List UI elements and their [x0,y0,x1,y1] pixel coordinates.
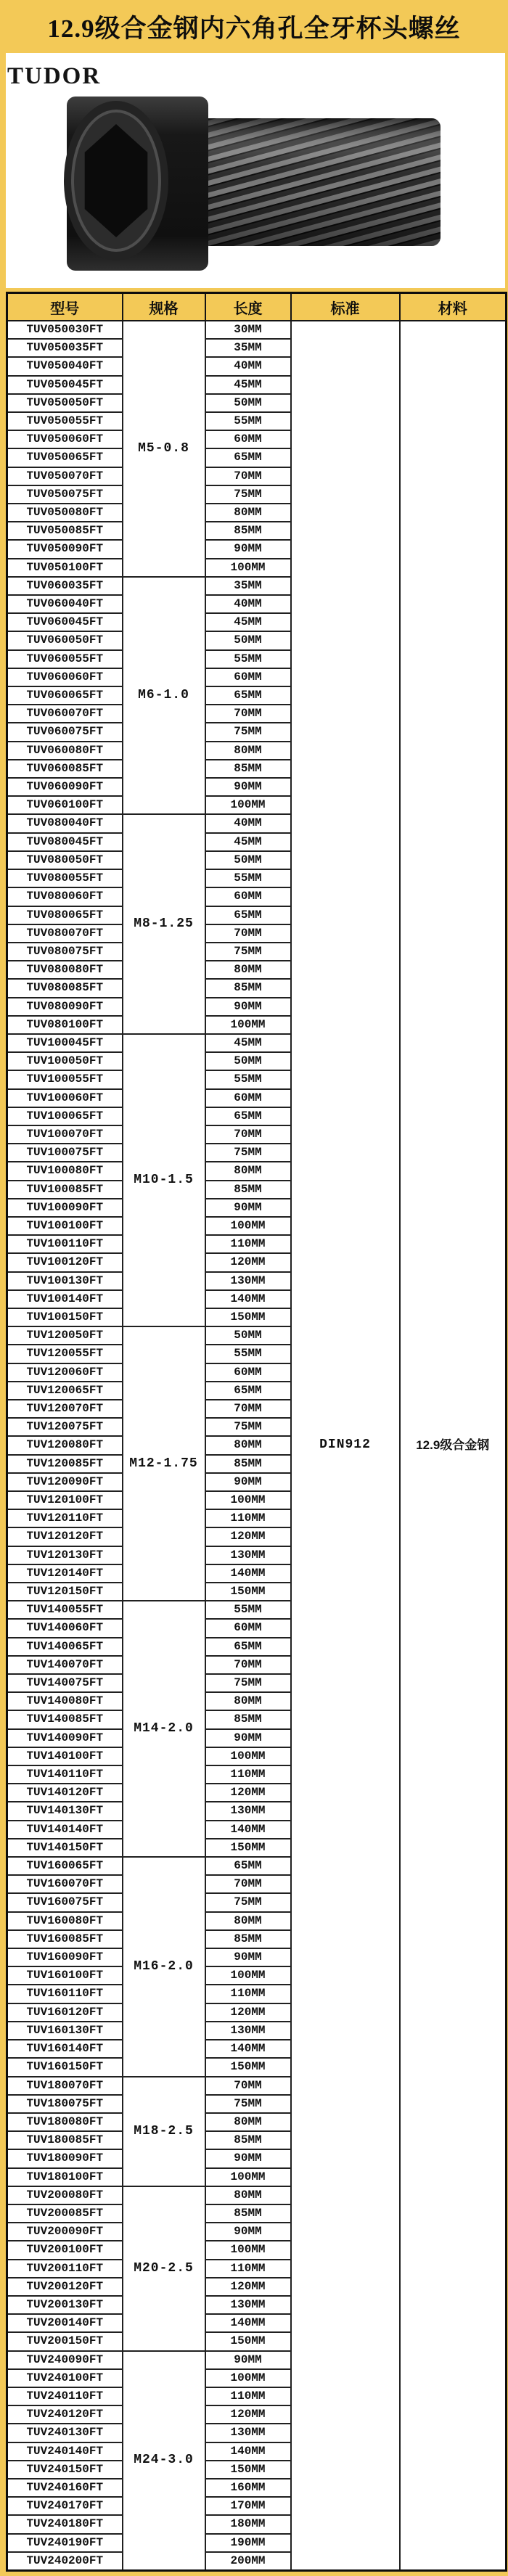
model-cell: TUV140140FT [7,1821,123,1839]
length-cell: 80MM [205,1692,291,1710]
model-cell: TUV240110FT [7,2387,123,2405]
product-panel [6,53,505,288]
length-cell: 110MM [205,1509,291,1527]
length-cell: 100MM [205,2369,291,2387]
length-cell: 60MM [205,430,291,448]
length-cell: 45MM [205,1034,291,1052]
length-cell: 130MM [205,1802,291,1820]
length-cell: 85MM [205,1181,291,1199]
length-cell: 80MM [205,1436,291,1454]
length-cell: 150MM [205,2461,291,2479]
length-cell: 85MM [205,760,291,778]
model-cell: TUV050075FT [7,485,123,504]
model-cell: TUV160150FT [7,2058,123,2076]
length-cell: 40MM [205,595,291,613]
model-cell: TUV200140FT [7,2314,123,2332]
length-cell: 65MM [205,448,291,467]
model-cell: TUV160080FT [7,1912,123,1930]
model-cell: TUV120150FT [7,1583,123,1601]
length-cell: 55MM [205,1345,291,1363]
brand-logo: TUDOR [7,63,102,89]
model-cell: TUV100050FT [7,1052,123,1070]
length-cell: 130MM [205,1546,291,1564]
model-cell: TUV240150FT [7,2461,123,2479]
model-cell: TUV050090FT [7,540,123,558]
length-cell: 150MM [205,2332,291,2350]
model-cell: TUV080090FT [7,998,123,1016]
model-cell: TUV060065FT [7,686,123,705]
model-cell: TUV100045FT [7,1034,123,1052]
length-cell: 65MM [205,1638,291,1656]
length-cell: 50MM [205,851,291,869]
model-cell: TUV060040FT [7,595,123,613]
length-cell: 90MM [205,2149,291,2167]
length-cell: 130MM [205,2424,291,2442]
length-cell: 120MM [205,2003,291,2022]
model-cell: TUV160110FT [7,1985,123,2003]
table-row [7,321,507,339]
product-image-wrapper [6,92,505,275]
model-cell: TUV140070FT [7,1656,123,1674]
length-cell: 30MM [205,321,291,339]
model-cell: TUV080060FT [7,887,123,906]
model-cell: TUV160075FT [7,1893,123,1911]
length-cell: 55MM [205,1601,291,1619]
model-cell: TUV240160FT [7,2479,123,2497]
length-cell: 100MM [205,2241,291,2259]
model-cell: TUV180085FT [7,2131,123,2149]
model-cell: TUV080100FT [7,1016,123,1034]
length-cell: 120MM [205,1784,291,1802]
length-cell: 60MM [205,887,291,906]
length-cell: 75MM [205,2095,291,2113]
model-cell: TUV050035FT [7,339,123,357]
length-cell: 50MM [205,394,291,412]
length-cell: 190MM [205,2534,291,2552]
model-cell: TUV120130FT [7,1546,123,1564]
length-cell: 55MM [205,1070,291,1088]
model-cell: TUV120055FT [7,1345,123,1363]
model-cell: TUV120140FT [7,1564,123,1583]
length-cell: 140MM [205,2314,291,2332]
length-cell: 90MM [205,1948,291,1966]
spec-table [6,292,507,2572]
length-cell: 85MM [205,2131,291,2149]
model-cell: TUV050085FT [7,522,123,540]
spec-cell: M20-2.5 [123,2186,205,2351]
length-cell: 100MM [205,1966,291,1985]
length-cell: 60MM [205,668,291,686]
model-cell: TUV060045FT [7,613,123,631]
model-cell: TUV240180FT [7,2515,123,2533]
length-cell: 65MM [205,1857,291,1875]
length-cell: 75MM [205,723,291,741]
model-cell: TUV200100FT [7,2241,123,2259]
model-cell: TUV060100FT [7,796,123,814]
model-cell: TUV100110FT [7,1235,123,1253]
length-cell: 35MM [205,339,291,357]
model-cell: TUV180090FT [7,2149,123,2167]
length-cell: 70MM [205,1656,291,1674]
model-cell: TUV120075FT [7,1418,123,1436]
length-cell: 70MM [205,924,291,943]
model-cell: TUV100120FT [7,1253,123,1271]
length-cell: 65MM [205,1107,291,1125]
length-cell: 70MM [205,1125,291,1144]
length-cell: 35MM [205,577,291,595]
length-cell: 80MM [205,1912,291,1930]
model-cell: TUV160090FT [7,1948,123,1966]
model-cell: TUV180100FT [7,2168,123,2186]
length-cell: 85MM [205,522,291,540]
length-cell: 110MM [205,2260,291,2278]
col-header-model: 型号 [7,293,123,321]
model-cell: TUV160065FT [7,1857,123,1875]
model-cell: TUV200130FT [7,2296,123,2314]
model-cell: TUV060060FT [7,668,123,686]
length-cell: 140MM [205,2040,291,2058]
length-cell: 85MM [205,1930,291,1948]
length-cell: 85MM [205,2204,291,2223]
model-cell: TUV200150FT [7,2332,123,2350]
length-cell: 85MM [205,979,291,997]
model-cell: TUV240140FT [7,2442,123,2461]
spec-table-body [7,321,507,2570]
length-cell: 80MM [205,1162,291,1180]
length-cell: 140MM [205,2442,291,2461]
model-cell: TUV080050FT [7,851,123,869]
model-cell: TUV100090FT [7,1199,123,1217]
model-cell: TUV140055FT [7,1601,123,1619]
model-cell: TUV160130FT [7,2022,123,2040]
model-cell: TUV140110FT [7,1765,123,1784]
length-cell: 130MM [205,2296,291,2314]
length-cell: 90MM [205,2351,291,2369]
model-cell: TUV060080FT [7,742,123,760]
length-cell: 70MM [205,1875,291,1893]
model-cell: TUV140080FT [7,1692,123,1710]
spec-cell: M12-1.75 [123,1326,205,1601]
model-cell: TUV100060FT [7,1089,123,1107]
model-cell: TUV100150FT [7,1308,123,1326]
content-area [6,53,505,2572]
length-cell: 110MM [205,1765,291,1784]
length-cell: 80MM [205,2113,291,2131]
model-cell: TUV080040FT [7,814,123,832]
model-cell: TUV180070FT [7,2077,123,2095]
col-header-length: 长度 [205,293,291,321]
model-cell: TUV080045FT [7,833,123,851]
length-cell: 100MM [205,559,291,577]
length-cell: 100MM [205,1747,291,1765]
model-cell: TUV050045FT [7,376,123,394]
length-cell: 75MM [205,1674,291,1692]
length-cell: 70MM [205,467,291,485]
model-cell: TUV060050FT [7,631,123,649]
model-cell: TUV160100FT [7,1966,123,1985]
model-cell: TUV160070FT [7,1875,123,1893]
model-cell: TUV100075FT [7,1144,123,1162]
model-cell: TUV050100FT [7,559,123,577]
model-cell: TUV240130FT [7,2424,123,2442]
model-cell: TUV140065FT [7,1638,123,1656]
length-cell: 80MM [205,742,291,760]
length-cell: 85MM [205,1710,291,1728]
model-cell: TUV050065FT [7,448,123,467]
length-cell: 110MM [205,1235,291,1253]
model-cell: TUV120060FT [7,1363,123,1382]
col-header-standard: 标准 [291,293,400,321]
standard-cell: DIN912 [291,321,400,2570]
length-cell: 55MM [205,412,291,430]
screw-shaft-shading [194,118,441,246]
length-cell: 90MM [205,1729,291,1747]
length-cell: 140MM [205,1290,291,1308]
model-cell: TUV140120FT [7,1784,123,1802]
length-cell: 150MM [205,1583,291,1601]
model-cell: TUV100100FT [7,1217,123,1235]
length-cell: 45MM [205,376,291,394]
model-cell: TUV050070FT [7,467,123,485]
length-cell: 70MM [205,1400,291,1418]
length-cell: 90MM [205,2223,291,2241]
length-cell: 170MM [205,2497,291,2515]
model-cell: TUV140060FT [7,1619,123,1637]
length-cell: 90MM [205,1199,291,1217]
model-cell: TUV080070FT [7,924,123,943]
spec-cell: M18-2.5 [123,2077,205,2186]
model-cell: TUV100130FT [7,1272,123,1290]
model-cell: TUV080085FT [7,979,123,997]
length-cell: 80MM [205,2186,291,2204]
length-cell: 50MM [205,631,291,649]
length-cell: 180MM [205,2515,291,2533]
col-header-material: 材料 [400,293,507,321]
length-cell: 50MM [205,1326,291,1345]
length-cell: 80MM [205,504,291,522]
length-cell: 60MM [205,1619,291,1637]
length-cell: 70MM [205,705,291,723]
model-cell: TUV140100FT [7,1747,123,1765]
length-cell: 90MM [205,540,291,558]
model-cell: TUV140090FT [7,1729,123,1747]
model-cell: TUV180075FT [7,2095,123,2113]
model-cell: TUV200080FT [7,2186,123,2204]
model-cell: TUV200110FT [7,2260,123,2278]
length-cell: 60MM [205,1089,291,1107]
table-header-row [7,293,507,321]
length-cell: 200MM [205,2552,291,2571]
length-cell: 80MM [205,961,291,979]
length-cell: 150MM [205,2058,291,2076]
length-cell: 140MM [205,1821,291,1839]
model-cell: TUV240100FT [7,2369,123,2387]
length-cell: 130MM [205,2022,291,2040]
spec-cell: M16-2.0 [123,1857,205,2076]
model-cell: TUV160140FT [7,2040,123,2058]
length-cell: 75MM [205,485,291,504]
model-cell: TUV050080FT [7,504,123,522]
length-cell: 50MM [205,1052,291,1070]
model-cell: TUV120065FT [7,1382,123,1400]
model-cell: TUV080080FT [7,961,123,979]
model-cell: TUV120100FT [7,1491,123,1509]
length-cell: 120MM [205,2278,291,2296]
spec-cell: M14-2.0 [123,1601,205,1857]
model-cell: TUV240170FT [7,2497,123,2515]
length-cell: 160MM [205,2479,291,2497]
model-cell: TUV120110FT [7,1509,123,1527]
length-cell: 150MM [205,1308,291,1326]
model-cell: TUV060075FT [7,723,123,741]
length-cell: 45MM [205,833,291,851]
length-cell: 55MM [205,869,291,887]
model-cell: TUV140085FT [7,1710,123,1728]
model-cell: TUV160085FT [7,1930,123,1948]
spec-cell: M5-0.8 [123,321,205,577]
length-cell: 75MM [205,1893,291,1911]
length-cell: 90MM [205,1473,291,1491]
length-cell: 110MM [205,2387,291,2405]
length-cell: 140MM [205,1564,291,1583]
length-cell: 65MM [205,1382,291,1400]
model-cell: TUV100065FT [7,1107,123,1125]
model-cell: TUV060055FT [7,650,123,668]
model-cell: TUV100085FT [7,1181,123,1199]
length-cell: 90MM [205,998,291,1016]
model-cell: TUV100140FT [7,1290,123,1308]
model-cell: TUV240090FT [7,2351,123,2369]
length-cell: 70MM [205,2077,291,2095]
model-cell: TUV060035FT [7,577,123,595]
length-cell: 75MM [205,1144,291,1162]
spec-cell: M10-1.5 [123,1034,205,1326]
spec-cell: M24-3.0 [123,2351,205,2571]
model-cell: TUV100080FT [7,1162,123,1180]
length-cell: 65MM [205,906,291,924]
col-header-spec: 规格 [123,293,205,321]
model-cell: TUV120080FT [7,1436,123,1454]
model-cell: TUV120090FT [7,1473,123,1491]
length-cell: 65MM [205,686,291,705]
length-cell: 75MM [205,1418,291,1436]
spec-cell: M6-1.0 [123,577,205,815]
model-cell: TUV050050FT [7,394,123,412]
model-cell: TUV140130FT [7,1802,123,1820]
length-cell: 75MM [205,943,291,961]
length-cell: 55MM [205,650,291,668]
length-cell: 150MM [205,1839,291,1857]
length-cell: 100MM [205,796,291,814]
model-cell: TUV240120FT [7,2405,123,2424]
model-cell: TUV200120FT [7,2278,123,2296]
length-cell: 130MM [205,1272,291,1290]
model-cell: TUV200090FT [7,2223,123,2241]
model-cell: TUV080065FT [7,906,123,924]
length-cell: 90MM [205,778,291,796]
model-cell: TUV050030FT [7,321,123,339]
length-cell: 110MM [205,1985,291,2003]
page-title: 12.9级合金钢内六角孔全牙杯头螺丝 [47,14,461,43]
length-cell: 40MM [205,814,291,832]
model-cell: TUV080075FT [7,943,123,961]
model-cell: TUV240200FT [7,2552,123,2571]
length-cell: 85MM [205,1455,291,1473]
model-cell: TUV100055FT [7,1070,123,1088]
model-cell: TUV120070FT [7,1400,123,1418]
length-cell: 100MM [205,1016,291,1034]
model-cell: TUV240190FT [7,2534,123,2552]
length-cell: 100MM [205,2168,291,2186]
model-cell: TUV080055FT [7,869,123,887]
length-cell: 120MM [205,2405,291,2424]
model-cell: TUV200085FT [7,2204,123,2223]
model-cell: TUV060085FT [7,760,123,778]
model-cell: TUV160120FT [7,2003,123,2022]
length-cell: 60MM [205,1363,291,1382]
model-cell: TUV140075FT [7,1674,123,1692]
model-cell: TUV120120FT [7,1527,123,1546]
length-cell: 40MM [205,357,291,375]
model-cell: TUV120085FT [7,1455,123,1473]
material-cell: 12.9级合金钢 [400,321,507,2570]
model-cell: TUV120050FT [7,1326,123,1345]
model-cell: TUV050040FT [7,357,123,375]
spec-cell: M8-1.25 [123,814,205,1033]
length-cell: 45MM [205,613,291,631]
model-cell: TUV060070FT [7,705,123,723]
model-cell: TUV060090FT [7,778,123,796]
model-cell: TUV100070FT [7,1125,123,1144]
model-cell: TUV180080FT [7,2113,123,2131]
length-cell: 100MM [205,1491,291,1509]
length-cell: 120MM [205,1527,291,1546]
model-cell: TUV050060FT [7,430,123,448]
model-cell: TUV140150FT [7,1839,123,1857]
screw-product-image [45,92,466,275]
length-cell: 100MM [205,1217,291,1235]
length-cell: 120MM [205,1253,291,1271]
model-cell: TUV050055FT [7,412,123,430]
